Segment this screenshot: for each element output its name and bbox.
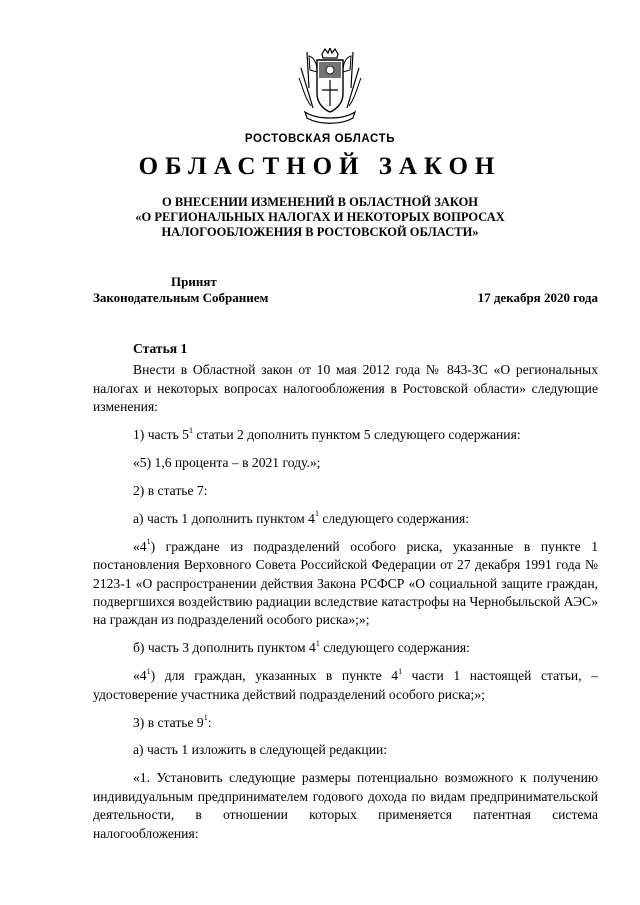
article-title: Статья 1 (133, 341, 188, 356)
paragraph: 2) в статье 7: (133, 482, 208, 498)
paragraph: «5) 1,6 процента – в 2021 году.»; (133, 455, 321, 471)
law-body (93, 340, 598, 843)
adopting-body: Законодательным Собранием (93, 290, 269, 305)
paragraph: а) часть 1 изложить в следующей редакции: (133, 742, 388, 758)
paragraph: а) часть 1 дополнить пунктом $4^1$ следующего содержания: (133, 509, 470, 526)
paragraph: «$4^1$) граждане из подразделений особого риска, указанные в пункте 1 постановления Верховного Совета Российской Федерации от 27 декабря 1991 года № 2123-1 «О распространении действия Закона РСФСР «О социальной защите граждан, подвергшихся воздействию радиации вследствие катастрофы на Чернобыльской АЭС» на граждан из подразделений особого риска»;»; (93, 537, 598, 628)
paragraph: Внести в Областной закон от 10 мая 2012 года № 843-ЗС «О региональных налогах и некоторых вопросах налогообложения в Ростовской области» следующие изменения: (93, 362, 598, 415)
law-title-line: О ВНЕСЕНИИ ИЗМЕНЕНИЙ В ОБЛАСТНОЙ ЗАКОН (161, 195, 479, 209)
paragraph: «1. Установить следующие размеры потенциально возможного к получению индивидуальным предпринимателем годового дохода по видам предпринимательской деятельности, в отношении которых применяется патентная система налогообложения: (93, 770, 598, 841)
paragraph: б) часть 3 дополнить пунктом $4^1$ следующего содержания: (133, 638, 470, 656)
adoption-date: 17 декабря 2020 года (477, 290, 598, 305)
paragraph: 3) в статье $9^1$: (133, 712, 212, 730)
paragraph: 1) часть $5^1$ статьи 2 дополнить пунктом 5 следующего содержания: (133, 425, 521, 443)
law-title (0, 195, 640, 240)
adoption-block (93, 274, 598, 306)
region-name: РОСТОВСКАЯ ОБЛАСТЬ (244, 133, 396, 145)
document-type: ОБЛАСТНОЙ ЗАКОН (138, 153, 502, 180)
paragraph: «$4^1$) для граждан, указанных в пункте $4^1$ части 1 настоящей статьи, – удостоверение участника действий подразделений особого риска;»; (93, 666, 598, 702)
law-title-line: НАЛОГООБЛОЖЕНИЯ В РОСТОВСКОЙ ОБЛАСТИ» (161, 225, 479, 239)
law-title-line: «О РЕГИОНАЛЬНЫХ НАЛОГАХ И НЕКОТОРЫХ ВОПРОСАХ (135, 210, 505, 224)
coat-of-arms-icon (295, 48, 365, 126)
adopted-label: Принят (171, 274, 217, 289)
